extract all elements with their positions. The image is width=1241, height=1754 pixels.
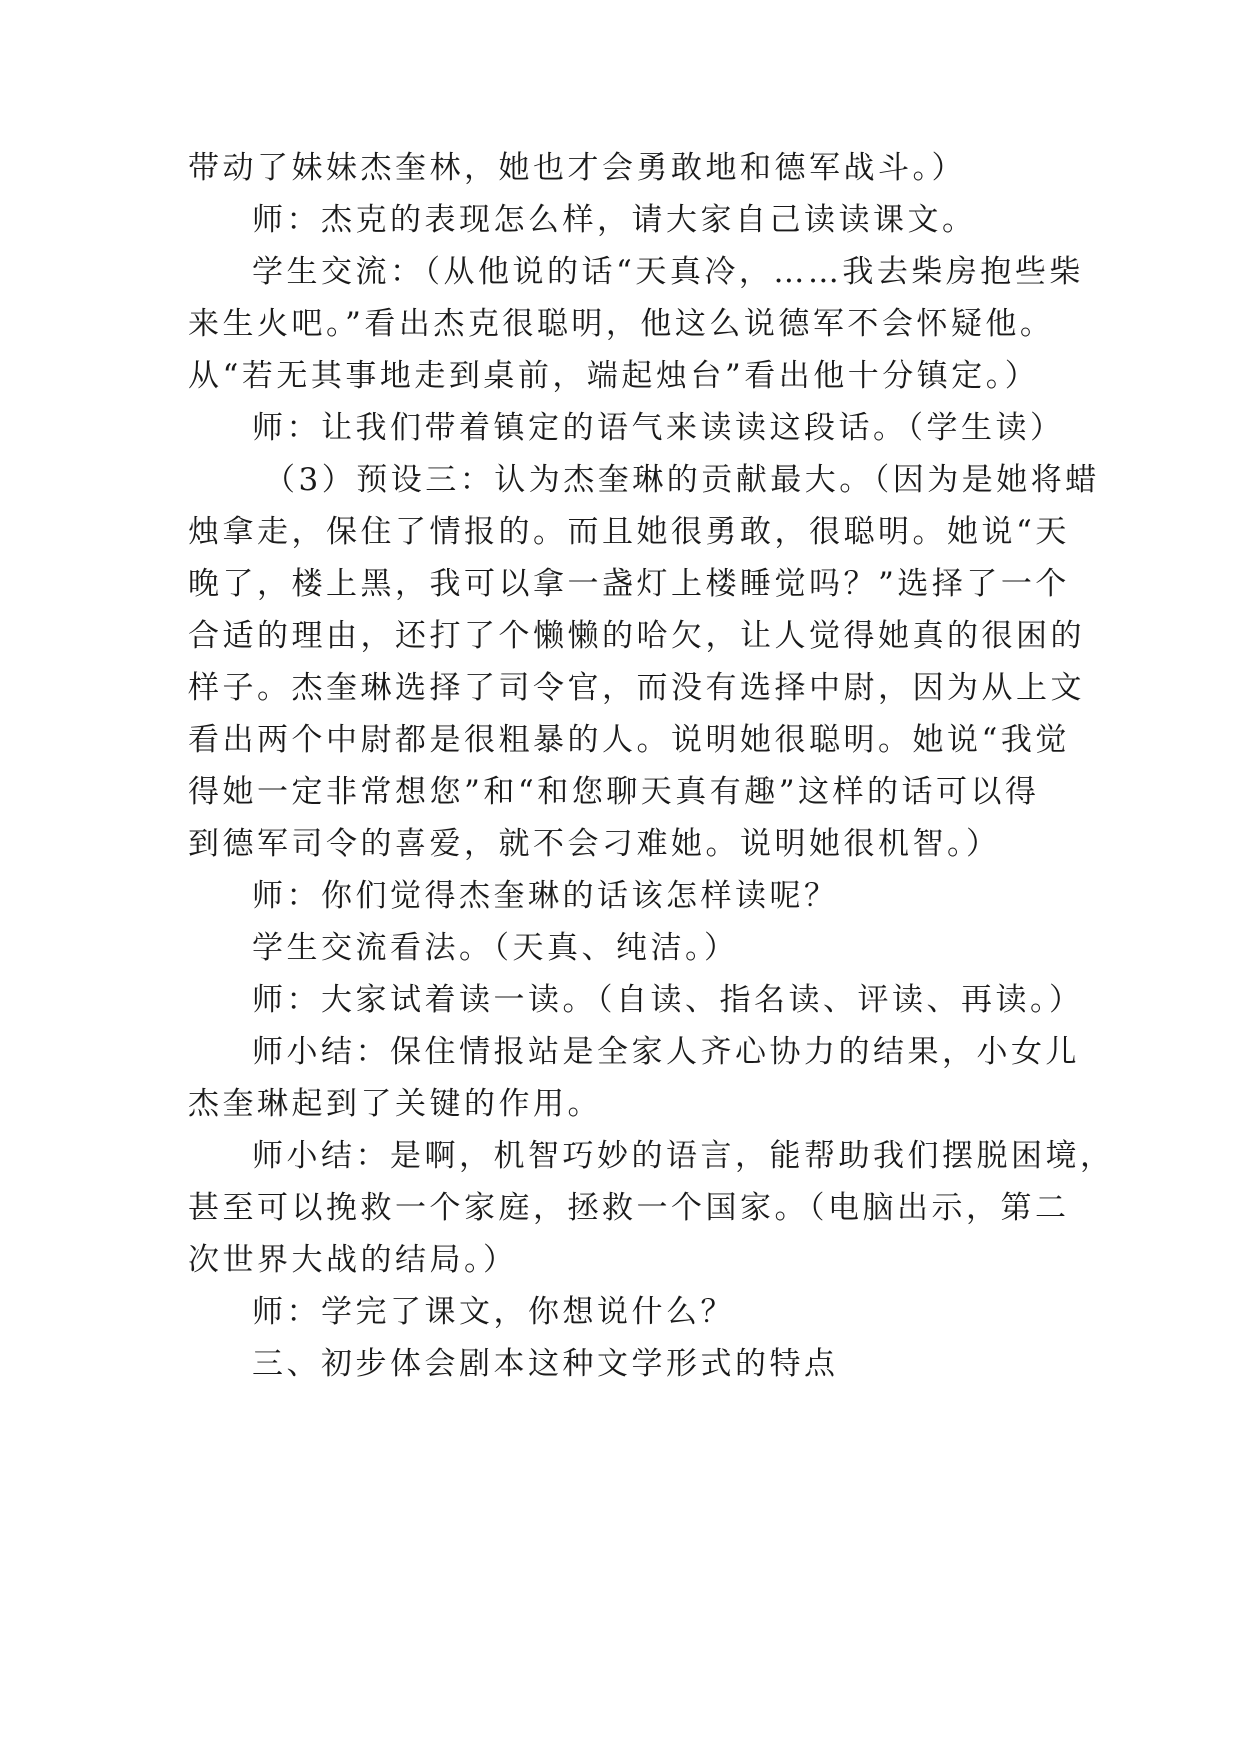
text-line: 师：杰克的表现怎么样，请大家自己读读课文。 [252, 202, 977, 238]
text-line: 师：你们觉得杰奎琳的话该怎样读呢？ [252, 878, 839, 914]
text-line: 学生交流看法。（天真、纯洁。） [252, 930, 739, 966]
text-line: 师小结：保住情报站是全家人齐心协力的结果，小女儿 [252, 1034, 1080, 1070]
text-line: （3）预设三：认为杰奎琳的贡献最大。（因为是她将蜡 [264, 462, 1100, 498]
text-line: 得她一定非常想您”和“和您聊天真有趣”这样的话可以得 [188, 774, 1040, 810]
text-line: 烛拿走，保住了情报的。而且她很勇敢，很聪明。她说“天 [188, 514, 1070, 550]
text-line: 次世界大战的结局。） [188, 1242, 518, 1278]
section-heading: 三、初步体会剧本这种文学形式的特点 [252, 1346, 839, 1382]
text-line: 合适的理由，还打了个懒懒的哈欠，让人觉得她真的很困的 [188, 618, 1085, 654]
text-line: 甚至可以挽救一个家庭，拯救一个国家。（电脑出示，第二 [188, 1190, 1070, 1226]
text-line: 样子。杰奎琳选择了司令官，而没有选择中尉，因为从上文 [188, 670, 1085, 706]
text-line: 师小结：是啊，机智巧妙的语言，能帮助我们摆脱困境， [252, 1138, 1115, 1174]
text-line: 师：大家试着读一读。（自读、指名读、评读、再读。） [252, 982, 1084, 1018]
text-line: 杰奎琳起到了关键的作用。 [188, 1086, 602, 1122]
text-line: 师：让我们带着镇定的语气来读读这段话。（学生读） [252, 410, 1065, 446]
text-line: 学生交流：（从他说的话“天真冷，……我去柴房抱些柴 [252, 254, 1084, 290]
text-line: 带动了妹妹杰奎林，她也才会勇敢地和德军战斗。） [188, 150, 966, 186]
text-line: 从“若无其事地走到桌前，端起烛台”看出他十分镇定。） [188, 358, 1040, 394]
text-line: 来生火吧。”看出杰克很聪明，他这么说德军不会怀疑他。 [188, 306, 1055, 342]
text-line: 看出两个中尉都是很粗暴的人。说明她很聪明。她说“我觉 [188, 722, 1070, 758]
text-line: 到德军司令的喜爱，就不会刁难她。说明她很机智。） [188, 826, 1001, 862]
text-line: 师：学完了课文，你想说什么？ [252, 1294, 735, 1330]
text-line: 晚了，楼上黑，我可以拿一盏灯上楼睡觉吗？”选择了一个 [188, 566, 1070, 602]
